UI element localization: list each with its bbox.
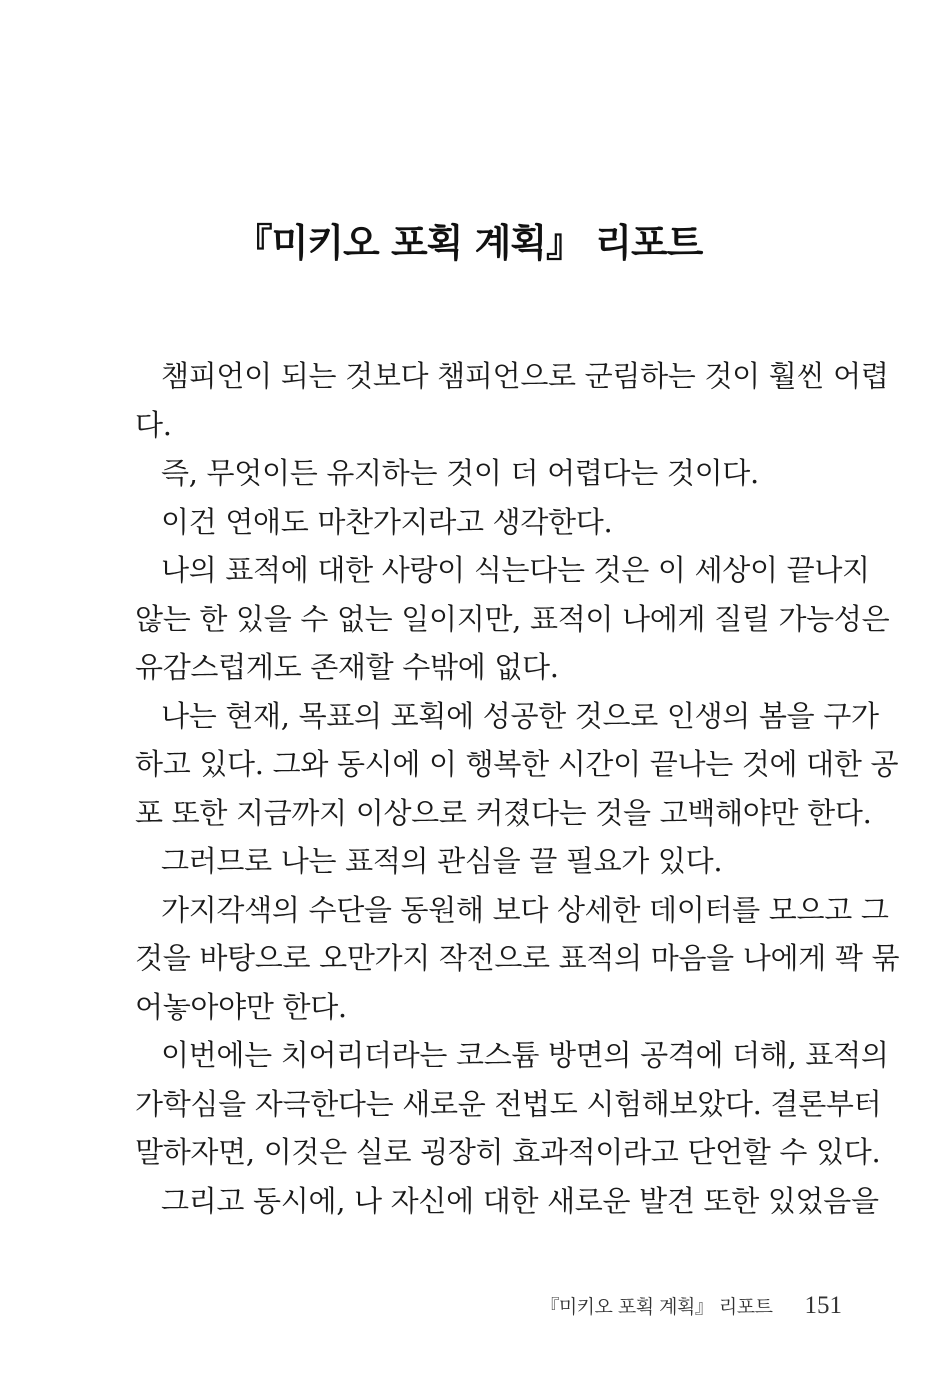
running-title: 『미키오 포획 계획』 리포트 [540,1296,773,1318]
text-line: 이번에는 치어리더라는 코스튬 방면의 공격에 더해, 표적의 [161,1038,889,1072]
text-line: 즉, 무엇이든 유지하는 것이 더 어렵다는 것이다. [161,456,759,490]
text-line: 유감스럽게도 존재할 수밖에 없다. [135,650,559,684]
text-line: 나는 현재, 목표의 포획에 성공한 것으로 인생의 봄을 구가 [161,698,879,733]
text-line: 그러므로 나는 표적의 관심을 끌 필요가 있다. [161,844,723,878]
page-number: 151 [804,1292,842,1319]
chapter-title: 『미키오 포획 계획』 리포트 [234,221,703,265]
text-line: 것을 바탕으로 오만가지 작전으로 표적의 마음을 나에게 꽉 묶 [135,941,900,975]
text-line: 가학심을 자극한다는 새로운 전법도 시험해보았다. 결론부터 [135,1086,882,1121]
text-line: 포 또한 지금까지 이상으로 커졌다는 것을 고백해야만 한다. [135,795,872,830]
text-line: 어놓아야만 한다. [135,989,347,1024]
text-line: 가지각색의 수단을 동원해 보다 상세한 데이터를 모으고 그 [161,892,889,927]
text-line: 이건 연애도 마찬가지라고 생각한다. [161,504,613,539]
text-line: 챔피언이 되는 것보다 챔피언으로 군림하는 것이 훨씬 어렵 [161,359,889,393]
text-line: 하고 있다. 그와 동시에 이 행복한 시간이 끝나는 것에 대한 공 [135,747,899,781]
text-line: 그리고 동시에, 나 자신에 대한 새로운 발견 또한 있었음을 [161,1183,879,1218]
text-line: 말하자면, 이것은 실로 굉장히 효과적이라고 단언할 수 있다. [135,1135,881,1169]
page-footer [540,1292,842,1320]
text-line: 다. [135,407,172,442]
body-text [135,352,900,1225]
text-line: 나의 표적에 대한 사랑이 식는다는 것은 이 세상이 끝나지 [161,553,870,587]
text-line: 않는 한 있을 수 없는 일이지만, 표적이 나에게 질릴 가능성은 [135,601,890,636]
